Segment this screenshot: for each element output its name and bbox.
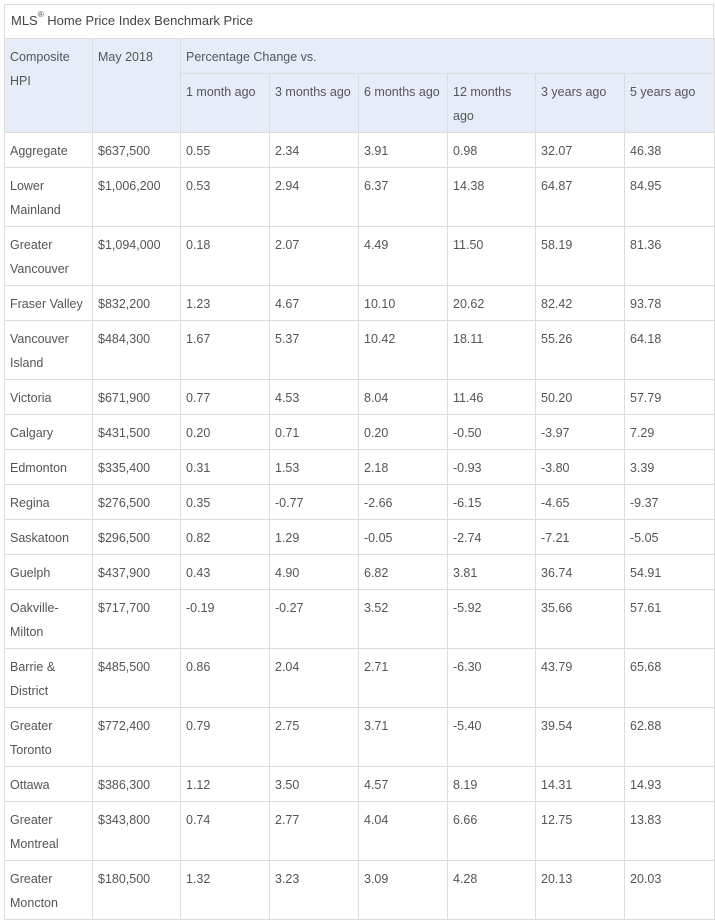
percent-change-cell: 0.98 — [448, 133, 536, 168]
percent-change-cell: 2.04 — [270, 649, 359, 708]
percent-change-cell: 1.32 — [181, 861, 270, 920]
percent-change-cell: 10.10 — [359, 286, 448, 321]
table-row — [5, 649, 715, 708]
table-row — [5, 767, 715, 802]
header-percentage-change: Percentage Change vs. — [181, 39, 715, 74]
percent-change-cell: 0.18 — [181, 227, 270, 286]
benchmark-price-cell: $386,300 — [93, 767, 181, 802]
percent-change-cell: -5.92 — [448, 590, 536, 649]
percent-change-cell: 2.94 — [270, 168, 359, 227]
percent-change-cell: 4.28 — [448, 861, 536, 920]
hpi-table — [4, 38, 715, 920]
percent-change-cell: 0.74 — [181, 802, 270, 861]
benchmark-price-cell: $671,900 — [93, 380, 181, 415]
percent-change-cell: 14.93 — [625, 767, 715, 802]
table-row — [5, 802, 715, 861]
percent-change-cell: 2.77 — [270, 802, 359, 861]
percent-change-cell: 0.77 — [181, 380, 270, 415]
percent-change-cell: -0.50 — [448, 415, 536, 450]
percent-change-cell: 3.09 — [359, 861, 448, 920]
benchmark-price-cell: $296,500 — [93, 520, 181, 555]
percent-change-cell: 2.71 — [359, 649, 448, 708]
percent-change-cell: 20.03 — [625, 861, 715, 920]
percent-change-cell: 55.26 — [536, 321, 625, 380]
percent-change-cell: -4.65 — [536, 485, 625, 520]
benchmark-price-cell: $180,500 — [93, 861, 181, 920]
percent-change-cell: 14.31 — [536, 767, 625, 802]
region-name-cell: Barrie & District — [5, 649, 93, 708]
percent-change-cell: 58.19 — [536, 227, 625, 286]
benchmark-price-cell: $717,700 — [93, 590, 181, 649]
percent-change-cell: -0.77 — [270, 485, 359, 520]
region-name-cell: Ottawa — [5, 767, 93, 802]
region-name-cell: Calgary — [5, 415, 93, 450]
percent-change-cell: 0.86 — [181, 649, 270, 708]
percent-change-cell: 8.04 — [359, 380, 448, 415]
percent-change-cell: -0.05 — [359, 520, 448, 555]
percent-change-cell: 46.38 — [625, 133, 715, 168]
region-name-cell: Edmonton — [5, 450, 93, 485]
percent-change-cell: -0.19 — [181, 590, 270, 649]
table-row — [5, 450, 715, 485]
percent-change-cell: -2.74 — [448, 520, 536, 555]
header-6-months: 6 months ago — [359, 74, 448, 133]
percent-change-cell: 4.90 — [270, 555, 359, 590]
registered-mark: ® — [37, 10, 44, 19]
table-row — [5, 520, 715, 555]
percent-change-cell: 84.95 — [625, 168, 715, 227]
header-1-month: 1 month ago — [181, 74, 270, 133]
percent-change-cell: 32.07 — [536, 133, 625, 168]
benchmark-price-cell: $485,500 — [93, 649, 181, 708]
region-name-cell: Greater Moncton — [5, 861, 93, 920]
percent-change-cell: 10.42 — [359, 321, 448, 380]
caption-text: Home Price Index Benchmark Price — [43, 13, 254, 28]
region-name-cell: Victoria — [5, 380, 93, 415]
percent-change-cell: 2.07 — [270, 227, 359, 286]
percent-change-cell: 3.81 — [448, 555, 536, 590]
percent-change-cell: 0.20 — [181, 415, 270, 450]
percent-change-cell: 0.31 — [181, 450, 270, 485]
percent-change-cell: 54.91 — [625, 555, 715, 590]
region-name-cell: Lower Mainland — [5, 168, 93, 227]
percent-change-cell: 4.49 — [359, 227, 448, 286]
percent-change-cell: -6.30 — [448, 649, 536, 708]
table-body — [5, 133, 715, 920]
region-name-cell: Vancouver Island — [5, 321, 93, 380]
percent-change-cell: 57.79 — [625, 380, 715, 415]
percent-change-cell: 2.18 — [359, 450, 448, 485]
percent-change-cell: -2.66 — [359, 485, 448, 520]
percent-change-cell: 20.13 — [536, 861, 625, 920]
percent-change-cell: 1.29 — [270, 520, 359, 555]
percent-change-cell: 2.34 — [270, 133, 359, 168]
percent-change-cell: -3.97 — [536, 415, 625, 450]
percent-change-cell: 7.29 — [625, 415, 715, 450]
percent-change-cell: 8.19 — [448, 767, 536, 802]
table-row — [5, 321, 715, 380]
percent-change-cell: 1.67 — [181, 321, 270, 380]
table-row — [5, 227, 715, 286]
percent-change-cell: 50.20 — [536, 380, 625, 415]
percent-change-cell: -9.37 — [625, 485, 715, 520]
percent-change-cell: 6.82 — [359, 555, 448, 590]
percent-change-cell: 3.52 — [359, 590, 448, 649]
header-12-months: 12 months ago — [448, 74, 536, 133]
percent-change-cell: 43.79 — [536, 649, 625, 708]
percent-change-cell: 18.11 — [448, 321, 536, 380]
percent-change-cell: 14.38 — [448, 168, 536, 227]
table-row — [5, 133, 715, 168]
percent-change-cell: 0.43 — [181, 555, 270, 590]
percent-change-cell: 39.54 — [536, 708, 625, 767]
header-month: May 2018 — [93, 39, 181, 133]
table-row — [5, 555, 715, 590]
benchmark-price-cell: $1,094,000 — [93, 227, 181, 286]
header-3-years: 3 years ago — [536, 74, 625, 133]
benchmark-price-cell: $343,800 — [93, 802, 181, 861]
percent-change-cell: 3.71 — [359, 708, 448, 767]
percent-change-cell: 3.23 — [270, 861, 359, 920]
table-row — [5, 708, 715, 767]
region-name-cell: Fraser Valley — [5, 286, 93, 321]
percent-change-cell: 0.55 — [181, 133, 270, 168]
percent-change-cell: 2.75 — [270, 708, 359, 767]
region-name-cell: Greater Toronto — [5, 708, 93, 767]
benchmark-price-cell: $431,500 — [93, 415, 181, 450]
table-row — [5, 415, 715, 450]
percent-change-cell: 81.36 — [625, 227, 715, 286]
percent-change-cell: 20.62 — [448, 286, 536, 321]
region-name-cell: Greater Montreal — [5, 802, 93, 861]
percent-change-cell: 1.12 — [181, 767, 270, 802]
table-row — [5, 286, 715, 321]
table-row — [5, 590, 715, 649]
percent-change-cell: 13.83 — [625, 802, 715, 861]
table-row — [5, 861, 715, 920]
benchmark-price-cell: $772,400 — [93, 708, 181, 767]
header-composite-hpi: Composite HPI — [5, 39, 93, 133]
percent-change-cell: 4.04 — [359, 802, 448, 861]
table-caption — [4, 4, 714, 38]
caption-prefix: MLS — [11, 13, 38, 28]
percent-change-cell: 64.87 — [536, 168, 625, 227]
region-name-cell: Oakville-Milton — [5, 590, 93, 649]
percent-change-cell: -0.93 — [448, 450, 536, 485]
region-name-cell: Regina — [5, 485, 93, 520]
percent-change-cell: 3.50 — [270, 767, 359, 802]
benchmark-price-cell: $637,500 — [93, 133, 181, 168]
percent-change-cell: 12.75 — [536, 802, 625, 861]
region-name-cell: Guelph — [5, 555, 93, 590]
percent-change-cell: 0.35 — [181, 485, 270, 520]
percent-change-cell: 4.57 — [359, 767, 448, 802]
percent-change-cell: 35.66 — [536, 590, 625, 649]
percent-change-cell: 64.18 — [625, 321, 715, 380]
percent-change-cell: -5.05 — [625, 520, 715, 555]
percent-change-cell: -3.80 — [536, 450, 625, 485]
header-5-years: 5 years ago — [625, 74, 715, 133]
percent-change-cell: 1.23 — [181, 286, 270, 321]
percent-change-cell: 1.53 — [270, 450, 359, 485]
benchmark-price-cell: $1,006,200 — [93, 168, 181, 227]
percent-change-cell: 93.78 — [625, 286, 715, 321]
region-name-cell: Greater Vancouver — [5, 227, 93, 286]
benchmark-price-cell: $832,200 — [93, 286, 181, 321]
percent-change-cell: 36.74 — [536, 555, 625, 590]
percent-change-cell: 4.53 — [270, 380, 359, 415]
percent-change-cell: 62.88 — [625, 708, 715, 767]
percent-change-cell: 0.82 — [181, 520, 270, 555]
percent-change-cell: 0.79 — [181, 708, 270, 767]
benchmark-price-cell: $276,500 — [93, 485, 181, 520]
percent-change-cell: -0.27 — [270, 590, 359, 649]
hpi-table-container — [4, 4, 714, 920]
percent-change-cell: 11.46 — [448, 380, 536, 415]
percent-change-cell: 82.42 — [536, 286, 625, 321]
percent-change-cell: 3.91 — [359, 133, 448, 168]
percent-change-cell: 6.66 — [448, 802, 536, 861]
percent-change-cell: -6.15 — [448, 485, 536, 520]
percent-change-cell: 0.71 — [270, 415, 359, 450]
table-row — [5, 168, 715, 227]
table-row — [5, 485, 715, 520]
percent-change-cell: 0.20 — [359, 415, 448, 450]
percent-change-cell: 11.50 — [448, 227, 536, 286]
percent-change-cell: 6.37 — [359, 168, 448, 227]
benchmark-price-cell: $437,900 — [93, 555, 181, 590]
percent-change-cell: 65.68 — [625, 649, 715, 708]
percent-change-cell: 3.39 — [625, 450, 715, 485]
region-name-cell: Saskatoon — [5, 520, 93, 555]
benchmark-price-cell: $335,400 — [93, 450, 181, 485]
percent-change-cell: -5.40 — [448, 708, 536, 767]
percent-change-cell: -7.21 — [536, 520, 625, 555]
percent-change-cell: 57.61 — [625, 590, 715, 649]
benchmark-price-cell: $484,300 — [93, 321, 181, 380]
region-name-cell: Aggregate — [5, 133, 93, 168]
table-row — [5, 380, 715, 415]
percent-change-cell: 4.67 — [270, 286, 359, 321]
percent-change-cell: 5.37 — [270, 321, 359, 380]
percent-change-cell: 0.53 — [181, 168, 270, 227]
header-3-months: 3 months ago — [270, 74, 359, 133]
